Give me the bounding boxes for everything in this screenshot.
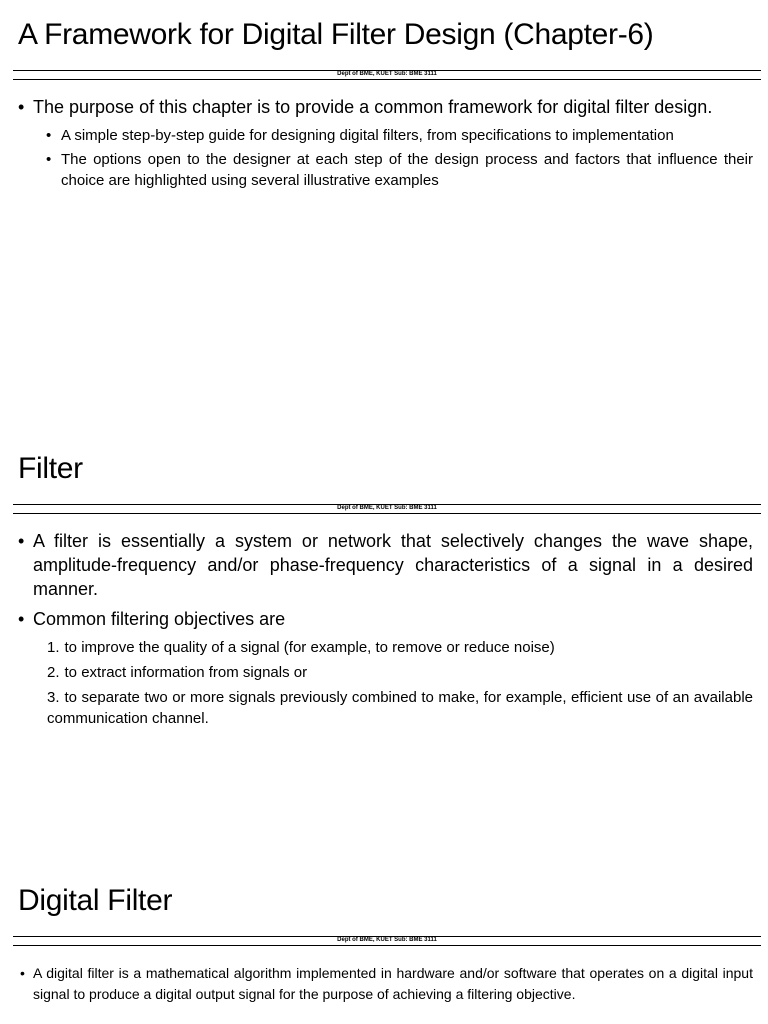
item-text: to improve the quality of a signal (for example, to remove or reduce noise) [64,639,555,656]
numbered-item [18,687,753,729]
bullet-item: • Common filtering objectives are [18,607,753,631]
bullet-item: • The purpose of this chapter is to provide a common framework for digital filter design. [18,95,753,119]
item-number: 3. [47,689,60,706]
slide-digital-filter [0,868,768,1024]
bullet-item: • A digital filter is a mathematical algorithm implemented in hardware and/or software that operates on a digital input signal to produce a digital output signal for the purpose of achieving a filtering objective. [18,963,753,1005]
sub-bullet-item: • A simple step-by-step guide for designing digital filters, from specifications to implementation [18,125,753,146]
sub-bullet-item: • The options open to the designer at each step of the design process and factors that influence their choice are highlighted using several illustrative examples [18,149,753,191]
slide-title: Digital Filter [18,884,173,917]
header-rule [13,70,761,80]
slide-filter [0,434,768,868]
department-note: Dept of BME, KUET Sub: BME 3111 [337,505,437,511]
numbered-item [18,662,753,683]
slide-title: Filter [18,452,83,485]
slide-body [18,963,753,1005]
bullet-item: • A filter is essentially a system or network that selectively changes the wave shape, amplitude-frequency and/or phase-frequency characteristics of a signal in a desired manner. [18,529,753,601]
department-note: Dept of BME, KUET Sub: BME 3111 [337,71,437,77]
item-number: 2. [47,664,60,681]
item-text: to separate two or more signals previously combined to make, for example, efficient use of an available communication channel. [47,689,753,727]
slide-body [18,529,753,733]
item-number: 1. [47,639,60,656]
header-rule [13,504,761,514]
header-rule [13,936,761,946]
slide-title: A Framework for Digital Filter Design (Chapter-6) [18,18,654,51]
numbered-item [18,637,753,658]
department-note: Dept of BME, KUET Sub: BME 3111 [337,937,437,943]
item-text: to extract information from signals or [64,664,308,681]
slide-framework [0,0,768,434]
slide-body [18,95,753,194]
